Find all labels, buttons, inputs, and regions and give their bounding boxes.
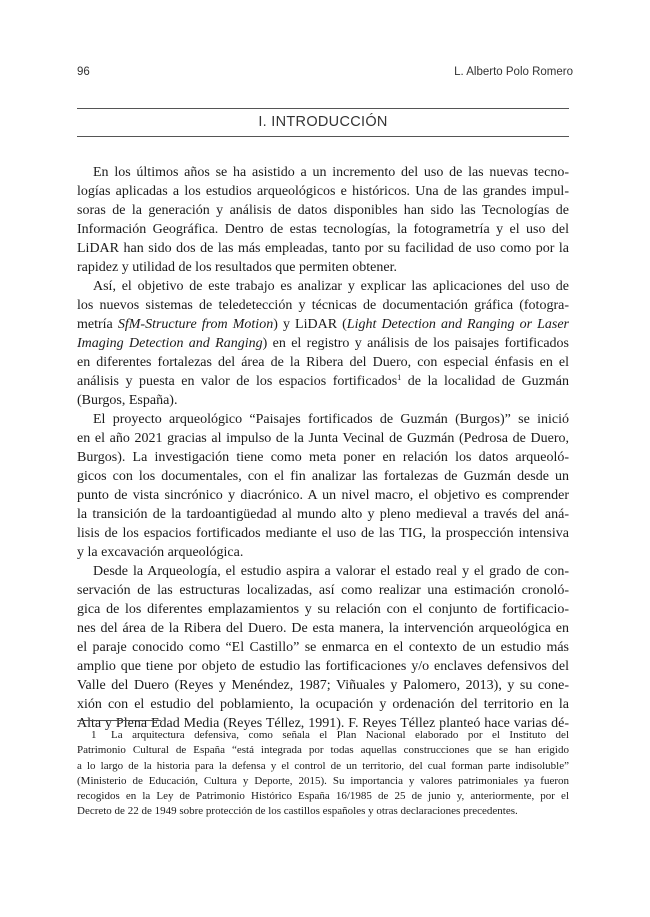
section-title: I. INTRODUCCIÓN [258, 114, 388, 130]
body-line: gicos con los documentales, con el fin analizar las fortalezas de Guzmán desde un [77, 469, 569, 484]
footnote-line: (Ministerio de Educación, Cultura y Deporte, 2015). Su importancia y valores patrimoniales ya fueron [77, 774, 569, 787]
body-line: punto de vista sincrónico y diacrónico. A un nivel macro, el objetivo es comprender [77, 488, 569, 503]
body-line: en diferentes fortalezas del área de la Ribera del Duero, con especial énfasis en el [77, 355, 569, 370]
footnote-line: Patrimonio Cultural de España “está integrada por todas aquellas construcciones que se han erigido [77, 744, 569, 757]
body-line-mixed [77, 372, 569, 391]
body-line: Valle del Duero (Reyes y Menéndez, 1987; Viñuales y Palomero, 2013), y su cone- [77, 678, 569, 693]
italic-term: Light Detection and Ranging or Laser [346, 317, 570, 332]
section-rule-bottom [77, 136, 569, 137]
body-line: servación de las estructuras localizadas, así como realizar una estimación cronoló- [77, 583, 569, 598]
body-line-mixed [77, 334, 569, 353]
body-line: gica de los diferentes emplazamientos y su relación con el conjunto de fortificacio- [77, 602, 569, 617]
body-line: Desde la Arqueología, el estudio aspira a valorar el estado real y el grado de con- [93, 564, 569, 579]
body-line: (Burgos, España). [77, 393, 178, 408]
footnote-rule [77, 720, 161, 721]
body-line: en el año 2021 gracias al impulso de la Junta Vecinal de Guzmán (Pedrosa de Duero, [77, 431, 569, 446]
footnote-line: a lo largo de la historia para la defensa y el control de un territorio, del cual forman parte indisoluble” [77, 759, 569, 772]
italic-term: SfM-Structure from Motion [117, 317, 274, 332]
footnote-reference[interactable]: 1 [397, 373, 402, 382]
page-number: 96 [77, 66, 90, 78]
running-header-author: L. Alberto Polo Romero [454, 66, 573, 78]
footnote-number: 1 [91, 729, 97, 741]
body-line: lisis de los espacios fortificados mediante el uso de las TIG, la prospección intensiva [77, 526, 569, 541]
body-line: Así, el objetivo de este trabajo es analizar y explicar las aplicaciones del uso de [93, 279, 569, 294]
footnote-line [77, 728, 569, 743]
footnote-text-run: La arquitectura defensiva, como señala el Plan Nacional elaborado por el Instituto del [111, 729, 569, 741]
body-line: la transición de la tardoantigüedad al mundo alto y pleno medieval a través del aná- [77, 507, 569, 522]
body-text-run: de la localidad de Guzmán [401, 374, 569, 389]
body-text-run: análisis y puesta en valor de los espacios fortificados [77, 374, 398, 389]
footnote-line: Decreto de 22 de 1949 sobre protección de los castillos españoles y otras declaraciones precedentes. [77, 805, 518, 818]
body-line: rapidez y utilidad de los resultados que permiten obtener. [77, 260, 397, 275]
body-line: En los últimos años se ha asistido a un incremento del uso de las nuevas tecno- [93, 165, 569, 180]
body-line: Alta y Plena Edad Media (Reyes Téllez, 1991). F. Reyes Téllez planteó hace varias dé- [77, 716, 569, 731]
body-line: y la excavación arqueológica. [77, 545, 244, 560]
body-line: logías aplicadas a los estudios arqueológicos e históricos. Una de las grandes impul- [77, 184, 569, 199]
body-text-run: metría [77, 317, 118, 332]
body-line: Burgos). La investigación tiene como meta poner en relación los datos arqueoló- [77, 450, 569, 465]
body-line: LiDAR han sido dos de las más empleadas, tanto por su facilidad de uso como por la [77, 241, 569, 256]
body-text [77, 163, 569, 733]
footnote [77, 728, 569, 820]
body-text-run: ) y LiDAR ( [273, 317, 347, 332]
body-line: el paraje conocido como “El Castillo” se enmarca en el contexto de un estudio más [77, 640, 569, 655]
body-line: los nuevos sistemas de teledetección y técnicas de documentación gráfica (fotogra- [77, 298, 569, 313]
body-line: nes del área de la Ribera del Duero. De esta manera, la intervención arqueológica en [77, 621, 569, 636]
body-line: soras de la generación y análisis de datos disponibles han sido las Tecnologías de [77, 203, 569, 218]
body-line: xión con el estudio del poblamiento, la ocupación y ordenación del territorio en la [77, 697, 569, 712]
body-line: amplio que tiene por objeto de estudio las fortificaciones y/o enclaves defensivos del [77, 659, 569, 674]
body-line-mixed [77, 315, 569, 334]
body-line: El proyecto arqueológico “Paisajes fortificados de Guzmán (Burgos)” se inició [93, 412, 569, 427]
body-line: Información Geográfica. Dentro de estas tecnologías, la fotogrametría y el uso del [77, 222, 569, 237]
footnote-line: recogidos en la Ley de Patrimonio Histórico España 16/1985 de 25 de junio y, anteriormente, por el [77, 790, 569, 803]
italic-term: Imaging Detection and Ranging [77, 336, 263, 351]
section-rule-top [77, 108, 569, 109]
body-text-run: ) en el registro y análisis de los paisajes fortificados [262, 336, 569, 351]
